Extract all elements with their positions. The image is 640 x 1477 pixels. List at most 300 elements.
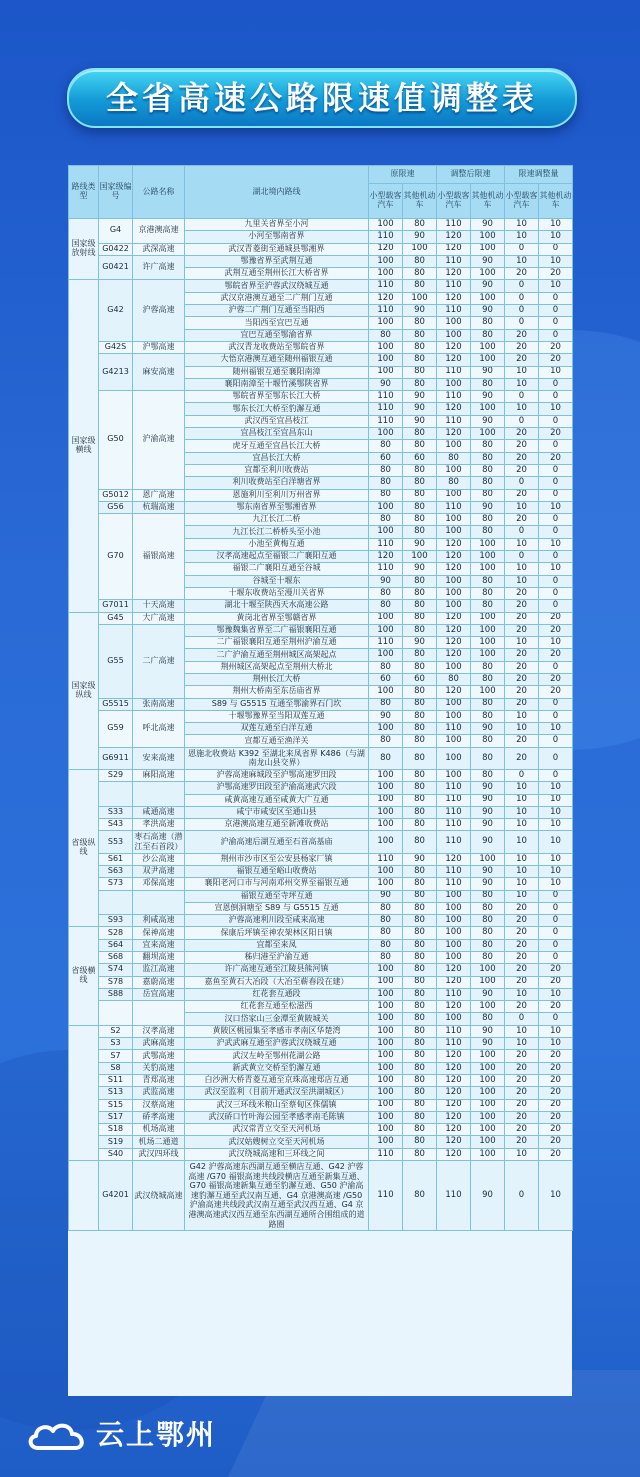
adjusted-other-cell: 90	[471, 806, 505, 818]
adjusted-other-cell: 80	[471, 673, 505, 685]
table-row	[69, 853, 573, 865]
adjusted-small-cell: 100	[437, 575, 471, 587]
adjusted-other-cell: 90	[471, 255, 505, 267]
original-small-cell: 80	[369, 698, 403, 710]
original-small-cell: 100	[369, 686, 403, 698]
adjusted-small-cell: 110	[437, 219, 471, 231]
original-other-cell: 80	[403, 988, 437, 1000]
route-name-cell: 麻安高速	[133, 354, 185, 391]
route-name-cell: 许广高速	[133, 255, 185, 280]
adjusted-other-cell: 90	[471, 865, 505, 877]
original-other-cell: 80	[403, 927, 437, 939]
original-other-cell: 80	[403, 575, 437, 587]
adjusted-other-cell: 90	[471, 501, 505, 513]
original-other-cell: 80	[403, 354, 437, 366]
original-small-cell: 60	[369, 673, 403, 685]
original-other-cell: 80	[403, 806, 437, 818]
change-other-cell: 0	[539, 391, 573, 403]
route-section-cell: 福银互通至峪山收费站	[185, 865, 369, 877]
route-code-cell	[99, 890, 133, 915]
change-small-cell: 20	[505, 927, 539, 939]
adjusted-other-cell: 100	[471, 403, 505, 415]
route-section-cell: G42 沪蓉高速东西湖互通至横店互通、G42 沪蓉高速 /G70 福银高速共线段横店互通至新集互通、G70 福银高速新集互通至豹澥互通、G50 沪渝高速豹澥互通至武汉南互通、G4 京港澳高速 /G50 沪渝高速共线段武汉南互通至武汉西互通、G4 京港澳高速武汉西互通至东西湖互通所合围组成的道路圈	[185, 1161, 369, 1231]
original-small-cell: 100	[369, 1124, 403, 1136]
original-other-cell: 80	[403, 1099, 437, 1111]
original-other-cell: 80	[403, 865, 437, 877]
route-section-cell: 虎牙互通至宜昌长江大桥	[185, 440, 369, 452]
route-name-cell: 大广高速	[133, 612, 185, 624]
route-name-cell: 青郑高速	[133, 1074, 185, 1086]
route-code-cell: S29	[99, 769, 133, 781]
original-other-cell: 80	[403, 1136, 437, 1148]
change-other-cell: 0	[539, 939, 573, 951]
route-section-cell: 鄂皖省界至沪蓉武汉绕城互通	[185, 280, 369, 292]
change-other-cell: 10	[539, 794, 573, 806]
adjusted-other-cell: 80	[471, 747, 505, 769]
change-small-cell: 10	[505, 865, 539, 877]
adjusted-other-cell: 90	[471, 878, 505, 890]
change-small-cell: 20	[505, 964, 539, 976]
table-row	[69, 747, 573, 769]
route-code-cell: S18	[99, 1124, 133, 1136]
adjusted-small-cell: 120	[437, 649, 471, 661]
original-other-cell: 90	[403, 637, 437, 649]
original-other-cell: 80	[403, 1087, 437, 1099]
original-small-cell: 100	[369, 268, 403, 280]
route-code-cell: G56	[99, 501, 133, 513]
adjusted-other-cell: 100	[471, 268, 505, 280]
table-row	[69, 1136, 573, 1148]
route-section-cell: 随州福银互通至襄阳南漳	[185, 366, 369, 378]
adjusted-other-cell: 90	[471, 280, 505, 292]
adjusted-small-cell: 100	[437, 378, 471, 390]
change-other-cell: 0	[539, 464, 573, 476]
original-small-cell: 100	[369, 1025, 403, 1037]
route-section-cell: 嘉鱼至黄石大冶段（大冶至蕲春段在建）	[185, 976, 369, 988]
original-small-cell: 80	[369, 952, 403, 964]
change-other-cell: 10	[539, 563, 573, 575]
change-other-cell: 20	[539, 452, 573, 464]
adjusted-other-cell: 100	[471, 428, 505, 440]
adjusted-other-cell: 80	[471, 440, 505, 452]
original-small-cell: 110	[369, 853, 403, 865]
table-row	[69, 612, 573, 624]
original-small-cell: 110	[369, 391, 403, 403]
adjusted-small-cell: 120	[437, 1124, 471, 1136]
route-section-cell: 谷城至十堰东	[185, 575, 369, 587]
change-small-cell: 20	[505, 939, 539, 951]
table-body	[69, 219, 573, 1231]
original-small-cell: 100	[369, 354, 403, 366]
route-section-cell: 宜都至来凤	[185, 939, 369, 951]
route-section-cell: 沪鄂高速罗田段至沪渝高速武穴段	[185, 782, 369, 794]
change-other-cell: 0	[539, 769, 573, 781]
original-other-cell: 80	[403, 723, 437, 735]
route-section-cell: 鄂东南省界至鄂湘省界	[185, 501, 369, 513]
adjusted-small-cell: 80	[437, 477, 471, 489]
route-code-cell: S74	[99, 964, 133, 976]
change-small-cell: 20	[505, 428, 539, 440]
route-code-cell: G5515	[99, 698, 133, 710]
original-small-cell: 110	[369, 280, 403, 292]
original-other-cell: 80	[403, 1025, 437, 1037]
change-small-cell: 10	[505, 1025, 539, 1037]
original-other-cell: 80	[403, 501, 437, 513]
adjusted-other-cell: 100	[471, 1124, 505, 1136]
change-other-cell: 20	[539, 1148, 573, 1160]
route-code-cell: S63	[99, 865, 133, 877]
route-code-cell: S11	[99, 1074, 133, 1086]
adjusted-other-cell: 80	[471, 661, 505, 673]
header-small: 小型载客汽车	[505, 184, 539, 219]
table-row	[69, 769, 573, 781]
change-other-cell: 0	[539, 927, 573, 939]
change-small-cell: 20	[505, 915, 539, 927]
change-other-cell: 0	[539, 329, 573, 341]
original-other-cell: 80	[403, 1013, 437, 1025]
original-small-cell: 100	[369, 1136, 403, 1148]
adjusted-small-cell: 120	[437, 538, 471, 550]
change-small-cell: 0	[505, 415, 539, 427]
speed-limit-table	[68, 165, 573, 1231]
original-small-cell: 100	[369, 769, 403, 781]
original-small-cell: 60	[369, 452, 403, 464]
change-other-cell: 0	[539, 915, 573, 927]
original-other-cell: 80	[403, 831, 437, 853]
route-name-cell: 机场二通道	[133, 1136, 185, 1148]
table-row	[69, 1038, 573, 1050]
change-other-cell: 0	[539, 378, 573, 390]
route-section-cell: 黄岗北省界至鄂赣省界	[185, 612, 369, 624]
route-section-cell: 黄陂区桃园集至孝感市孝南区华楚湾	[185, 1025, 369, 1037]
original-other-cell: 80	[403, 1074, 437, 1086]
route-name-cell: 嘉蔚高速	[133, 976, 185, 988]
adjusted-small-cell: 100	[437, 440, 471, 452]
change-other-cell: 20	[539, 1001, 573, 1013]
title-banner	[67, 68, 577, 128]
route-section-cell: 二广沪渝互通至荆州城区高架起点	[185, 649, 369, 661]
adjusted-other-cell: 100	[471, 649, 505, 661]
adjusted-small-cell: 120	[437, 612, 471, 624]
original-small-cell: 100	[369, 501, 403, 513]
adjusted-small-cell: 100	[437, 489, 471, 501]
change-other-cell: 20	[539, 1124, 573, 1136]
adjusted-other-cell: 100	[471, 1099, 505, 1111]
adjusted-other-cell: 100	[471, 1148, 505, 1160]
adjusted-small-cell: 110	[437, 865, 471, 877]
route-name-cell: 翻坝高速	[133, 952, 185, 964]
route-name-cell: 宜来高速	[133, 939, 185, 951]
change-other-cell: 0	[539, 600, 573, 612]
change-other-cell: 20	[539, 1136, 573, 1148]
adjusted-small-cell: 100	[437, 747, 471, 769]
adjusted-other-cell: 80	[471, 600, 505, 612]
logo-text: 云上鄂州	[96, 1418, 217, 1451]
adjusted-small-cell: 120	[437, 1087, 471, 1099]
adjusted-small-cell: 110	[437, 391, 471, 403]
change-small-cell: 0	[505, 526, 539, 538]
change-small-cell: 20	[505, 747, 539, 769]
original-small-cell: 80	[369, 600, 403, 612]
original-small-cell: 110	[369, 403, 403, 415]
route-code-cell: G4201	[99, 1161, 133, 1231]
change-other-cell: 0	[539, 710, 573, 722]
adjusted-other-cell: 100	[471, 1087, 505, 1099]
original-other-cell: 80	[403, 255, 437, 267]
change-other-cell: 0	[539, 305, 573, 317]
adjusted-other-cell: 100	[471, 551, 505, 563]
original-other-cell: 80	[403, 526, 437, 538]
adjusted-small-cell: 80	[437, 673, 471, 685]
adjusted-small-cell: 110	[437, 723, 471, 735]
route-section-cell: 武汉左岭至鄂州花湖公路	[185, 1050, 369, 1062]
change-small-cell: 20	[505, 1124, 539, 1136]
change-other-cell: 20	[539, 268, 573, 280]
change-small-cell: 0	[505, 243, 539, 255]
route-section-cell: 大悟京港澳互通至随州福银互通	[185, 354, 369, 366]
original-other-cell: 80	[403, 964, 437, 976]
adjusted-other-cell: 80	[471, 902, 505, 914]
change-small-cell: 20	[505, 489, 539, 501]
adjusted-other-cell: 90	[471, 391, 505, 403]
original-small-cell: 100	[369, 1050, 403, 1062]
adjusted-other-cell: 80	[471, 575, 505, 587]
route-section-cell: 武汉姑嫂树立交至天河机场	[185, 1136, 369, 1148]
original-small-cell: 100	[369, 1099, 403, 1111]
adjusted-other-cell: 80	[471, 464, 505, 476]
change-other-cell: 10	[539, 280, 573, 292]
route-section-cell: 小池至黄梅互通	[185, 538, 369, 550]
adjusted-other-cell: 80	[471, 526, 505, 538]
adjusted-other-cell: 80	[471, 769, 505, 781]
change-small-cell: 20	[505, 612, 539, 624]
change-other-cell: 10	[539, 878, 573, 890]
route-section-cell: 九里关省界至小河	[185, 219, 369, 231]
route-section-cell: 许广高速互通至江陵县熊河镇	[185, 964, 369, 976]
route-section-cell: 恩施北收费站 K392 至湖北来凤省界 K486（与湖南龙山县交界）	[185, 747, 369, 769]
adjusted-other-cell: 100	[471, 1062, 505, 1074]
route-code-cell: S7	[99, 1050, 133, 1062]
route-code-cell: S78	[99, 976, 133, 988]
change-small-cell: 10	[505, 575, 539, 587]
table-row	[69, 1050, 573, 1062]
adjusted-other-cell: 90	[471, 988, 505, 1000]
change-small-cell: 20	[505, 976, 539, 988]
adjusted-small-cell: 100	[437, 587, 471, 599]
original-small-cell: 120	[369, 551, 403, 563]
route-section-cell: 福银互通至寺坪互通	[185, 890, 369, 902]
adjusted-other-cell: 90	[471, 782, 505, 794]
adjusted-small-cell: 120	[437, 1001, 471, 1013]
original-small-cell: 80	[369, 440, 403, 452]
route-category-cell: 国家级放射线	[69, 219, 99, 280]
route-name-cell: 安来高速	[133, 747, 185, 769]
route-section-cell: 鄂东长江大桥至豹澥互通	[185, 403, 369, 415]
original-small-cell: 100	[369, 1038, 403, 1050]
route-section-cell: 鄂皖省界至鄂东长江大桥	[185, 391, 369, 403]
table-row	[69, 976, 573, 988]
adjusted-small-cell: 120	[437, 624, 471, 636]
original-small-cell: 110	[369, 415, 403, 427]
adjusted-small-cell: 110	[437, 988, 471, 1000]
adjusted-other-cell: 100	[471, 341, 505, 353]
original-other-cell: 80	[403, 268, 437, 280]
route-name-cell: 张南高速	[133, 698, 185, 710]
route-section-cell: S89 与 G5515 互通至鄂渝界石门坎	[185, 698, 369, 710]
route-name-cell: 双尹高速	[133, 865, 185, 877]
table-row	[69, 964, 573, 976]
change-other-cell: 10	[539, 782, 573, 794]
change-small-cell: 10	[505, 806, 539, 818]
route-section-cell: 十堰鄂豫界至当阳双莲互通	[185, 710, 369, 722]
adjusted-small-cell: 100	[437, 1013, 471, 1025]
adjusted-other-cell: 100	[471, 292, 505, 304]
change-other-cell: 10	[539, 1025, 573, 1037]
route-section-cell: 宜昌枝江至宜昌东山	[185, 428, 369, 440]
route-section-cell: 武汉青菱街至通城县鄂湘界	[185, 243, 369, 255]
adjusted-small-cell: 110	[437, 280, 471, 292]
original-other-cell: 80	[403, 366, 437, 378]
original-small-cell: 90	[369, 890, 403, 902]
adjusted-small-cell: 110	[437, 366, 471, 378]
adjusted-small-cell: 110	[437, 255, 471, 267]
change-small-cell: 0	[505, 317, 539, 329]
route-code-cell: S93	[99, 915, 133, 927]
adjusted-other-cell: 90	[471, 831, 505, 853]
route-name-cell: 福银高速	[133, 514, 185, 600]
route-code-cell: S2	[99, 1025, 133, 1037]
original-other-cell: 80	[403, 915, 437, 927]
route-section-cell: 武汉绕城高速和三环线之间	[185, 1148, 369, 1160]
adjusted-small-cell: 120	[437, 403, 471, 415]
route-section-cell: 小河至鄂南省界	[185, 231, 369, 243]
route-name-cell: 武汉绕城高速	[133, 1161, 185, 1231]
header-name: 公路名称	[133, 166, 185, 219]
adjusted-small-cell: 120	[437, 1136, 471, 1148]
route-section-cell: 恩施利川至利川万州省界	[185, 489, 369, 501]
original-other-cell: 90	[403, 231, 437, 243]
original-other-cell: 90	[403, 305, 437, 317]
original-other-cell: 80	[403, 280, 437, 292]
adjusted-small-cell: 100	[437, 890, 471, 902]
table-row	[69, 1124, 573, 1136]
change-other-cell: 10	[539, 806, 573, 818]
table-row	[69, 698, 573, 710]
change-small-cell: 10	[505, 255, 539, 267]
change-small-cell: 10	[505, 988, 539, 1000]
adjusted-other-cell: 80	[471, 452, 505, 464]
route-category-cell	[69, 1025, 99, 1160]
original-small-cell: 100	[369, 649, 403, 661]
original-small-cell: 80	[369, 915, 403, 927]
adjusted-small-cell: 120	[437, 964, 471, 976]
original-small-cell: 80	[369, 902, 403, 914]
route-code-cell: G6911	[99, 747, 133, 769]
table-row	[69, 624, 573, 636]
adjusted-small-cell: 100	[437, 927, 471, 939]
route-code-cell: G4213	[99, 354, 133, 391]
adjusted-small-cell: 120	[437, 637, 471, 649]
original-other-cell: 80	[403, 747, 437, 769]
adjusted-small-cell: 100	[437, 902, 471, 914]
adjusted-other-cell: 90	[471, 1161, 505, 1231]
original-other-cell: 80	[403, 710, 437, 722]
adjusted-other-cell: 100	[471, 1111, 505, 1123]
change-small-cell: 20	[505, 354, 539, 366]
original-small-cell: 90	[369, 575, 403, 587]
adjusted-other-cell: 80	[471, 477, 505, 489]
route-code-cell: G5012	[99, 489, 133, 501]
original-small-cell: 100	[369, 366, 403, 378]
adjusted-other-cell: 90	[471, 794, 505, 806]
original-small-cell: 80	[369, 939, 403, 951]
route-name-cell: 关豹高速	[133, 1062, 185, 1074]
change-other-cell: 10	[539, 637, 573, 649]
change-other-cell: 0	[539, 661, 573, 673]
adjusted-small-cell: 100	[437, 769, 471, 781]
original-small-cell: 110	[369, 637, 403, 649]
adjusted-small-cell: 100	[437, 939, 471, 951]
original-small-cell: 100	[369, 964, 403, 976]
adjusted-small-cell: 100	[437, 915, 471, 927]
adjusted-small-cell: 120	[437, 1099, 471, 1111]
change-other-cell: 20	[539, 1074, 573, 1086]
adjusted-small-cell: 110	[437, 831, 471, 853]
route-section-cell: 沪渝高速后湖互通至石首高基庙	[185, 831, 369, 853]
header-adjustment: 限速调整量	[505, 166, 573, 184]
change-small-cell: 20	[505, 902, 539, 914]
adjusted-other-cell: 90	[471, 415, 505, 427]
route-code-cell: G55	[99, 624, 133, 698]
route-section-cell: 武汉至监利（目前开通武汉至洪湖城区）	[185, 1087, 369, 1099]
change-other-cell: 10	[539, 819, 573, 831]
adjusted-small-cell: 100	[437, 514, 471, 526]
route-name-cell: 武汉四环线	[133, 1148, 185, 1160]
adjusted-small-cell: 120	[437, 1074, 471, 1086]
route-section-cell: 宜都至利川收费站	[185, 464, 369, 476]
header-small: 小型载客汽车	[437, 184, 471, 219]
adjusted-small-cell: 100	[437, 735, 471, 747]
route-category-cell: 国家级纵线	[69, 612, 99, 769]
adjusted-other-cell: 100	[471, 1074, 505, 1086]
table-row	[69, 939, 573, 951]
original-other-cell: 80	[403, 1050, 437, 1062]
route-section-cell: 沪蓉高速麻城段至沪鄂高速罗田段	[185, 769, 369, 781]
adjusted-other-cell: 100	[471, 976, 505, 988]
adjusted-small-cell: 80	[437, 452, 471, 464]
route-section-cell: 荆州长江大桥	[185, 673, 369, 685]
original-other-cell: 80	[403, 489, 437, 501]
change-small-cell: 20	[505, 1050, 539, 1062]
original-small-cell: 100	[369, 988, 403, 1000]
adjusted-other-cell: 80	[471, 915, 505, 927]
original-small-cell: 110	[369, 1161, 403, 1231]
original-small-cell: 100	[369, 1111, 403, 1123]
change-small-cell: 20	[505, 1099, 539, 1111]
original-other-cell: 80	[403, 890, 437, 902]
adjusted-other-cell: 80	[471, 587, 505, 599]
route-code-cell: S13	[99, 1087, 133, 1099]
route-section-cell: 沪武武麻互通至沪蓉武汉绕城互通	[185, 1038, 369, 1050]
route-code-cell: G50	[99, 391, 133, 489]
original-small-cell: 100	[369, 794, 403, 806]
adjusted-other-cell: 100	[471, 563, 505, 575]
route-section-cell: 利川收费站至白洋塘省界	[185, 477, 369, 489]
adjusted-small-cell: 110	[437, 1025, 471, 1037]
route-code-cell: S64	[99, 939, 133, 951]
route-name-cell: 麻阳高速	[133, 769, 185, 781]
table-row	[69, 514, 573, 526]
